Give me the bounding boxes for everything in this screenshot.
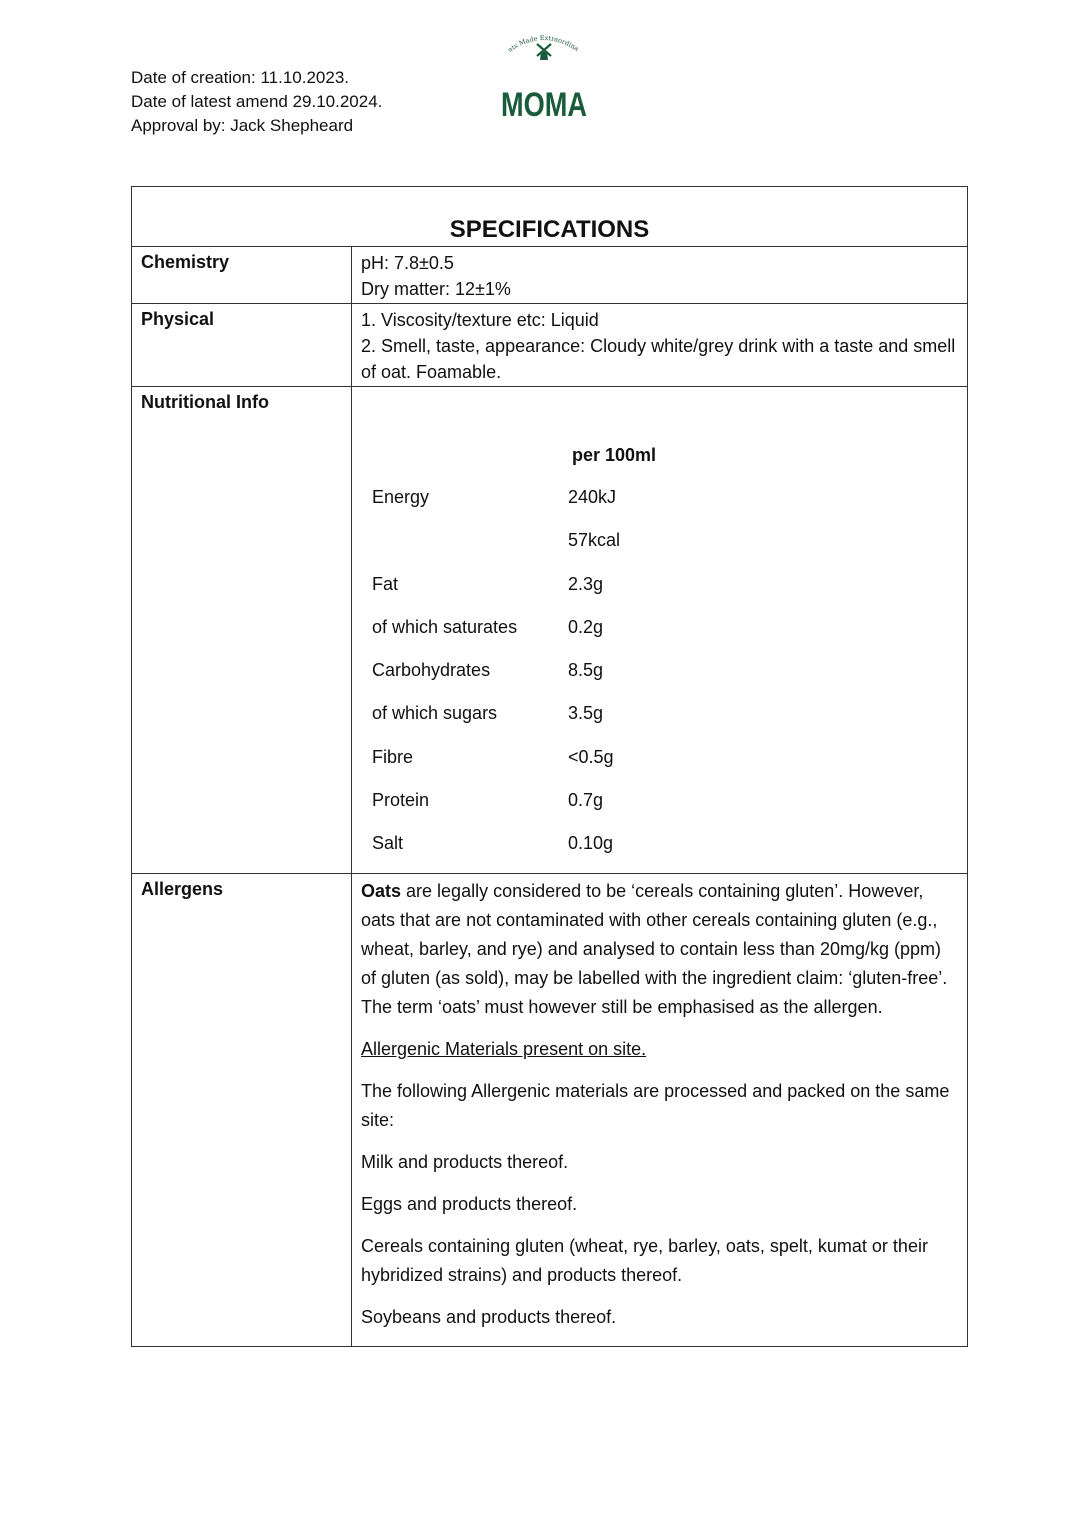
allergens-label: Allergens — [132, 874, 352, 1347]
nutrition-row-protein — [372, 790, 768, 833]
allergen-item-eggs: Eggs and products thereof. — [361, 1194, 578, 1214]
nutrition-column-header: per 100ml — [572, 445, 657, 465]
chemistry-label: Chemistry — [132, 247, 352, 304]
nutrient-label: of which sugars — [372, 703, 498, 724]
nutrient-label: Protein — [372, 790, 430, 811]
allergen-item-cereals: Cereals containing gluten (wheat, rye, barley, oats, spelt, kumat or their hybridized strains) and products thereof. — [361, 1236, 928, 1285]
nutrient-value: <0.5g — [568, 746, 614, 767]
nutrient-value: 3.5g — [568, 703, 604, 724]
date-of-creation: Date of creation: 11.10.2023. — [131, 68, 350, 87]
nutrient-value: 0.10g — [568, 833, 614, 854]
nutrition-row-saturates — [372, 617, 768, 660]
nutrition-row-salt — [372, 833, 768, 876]
oats-statement — [361, 877, 958, 1022]
nutrition-rows — [372, 487, 768, 877]
nutrient-value: 8.5g — [568, 660, 604, 681]
allergens-row — [132, 874, 968, 1347]
document-meta — [131, 66, 382, 138]
chemistry-row — [132, 247, 968, 304]
nutrition-row-energy-kcal — [372, 530, 768, 573]
site-allergens-intro: The following Allergenic materials are processed and packed on the same site: — [361, 1081, 950, 1130]
nutrient-label: Fibre — [372, 746, 414, 767]
moma-logo-graphic — [496, 30, 592, 122]
nutrition-row-fibre — [372, 747, 768, 790]
nutrient-label: Salt — [372, 833, 404, 854]
date-of-amend: Date of latest amend 29.10.2024. — [131, 92, 383, 111]
physical-viscosity: 1. Viscosity/texture etc: Liquid — [361, 310, 599, 330]
nutrition-label: Nutritional Info — [132, 387, 352, 874]
physical-value — [352, 304, 968, 387]
windmill-icon — [537, 44, 551, 60]
moma-logo — [496, 30, 592, 122]
nutrient-value: 240kJ — [568, 487, 617, 507]
nutrient-value: 0.7g — [568, 790, 604, 811]
table-title: SPECIFICATIONS — [132, 187, 968, 247]
oats-text: are legally considered to be ‘cereals containing gluten’. However, oats that are not contaminated with other cereals containing gluten (e.g., wheat, barley, and rye) and analysed to contain less than 20mg/kg (ppm) of gluten (as sold), may be labelled with the ingredient claim: ‘gluten-free’. The term ‘oats’ must however still be emphasised as the allergen. — [361, 881, 948, 1017]
nutrition-row-carbohydrates — [372, 660, 768, 703]
nutrient-label: Carbohydrates — [372, 660, 491, 681]
specifications-table — [131, 186, 968, 1347]
nutrient-label: Fat — [372, 573, 399, 594]
nutrient-value: 57kcal — [568, 530, 621, 551]
oats-word: Oats — [361, 881, 402, 901]
nutrient-value: 0.2g — [568, 616, 604, 637]
allergens-value — [352, 874, 968, 1347]
nutrition-row-energy-kj — [372, 487, 768, 530]
svg-text:Oats Made Extraordinary — [496, 30, 580, 54]
allergen-item-milk: Milk and products thereof. — [361, 1152, 569, 1172]
nutrition-panel — [352, 387, 968, 874]
physical-appearance: 2. Smell, taste, appearance: Cloudy white/grey drink with a taste and smell of oat. Foamable. — [361, 336, 956, 382]
nutrient-value: 2.3g — [568, 573, 604, 594]
site-allergens-heading: Allergenic Materials present on site. — [361, 1039, 647, 1059]
nutrition-row-fat — [372, 574, 768, 617]
logo-tagline: ats Made Extraordina — [506, 33, 581, 54]
physical-row — [132, 304, 968, 387]
nutrient-label: Energy — [372, 487, 430, 507]
chemistry-ph: pH: 7.8±0.5 — [361, 253, 454, 273]
physical-label: Physical — [132, 304, 352, 387]
chemistry-value — [352, 247, 968, 304]
approval: Approval by: Jack Shepheard — [131, 116, 354, 135]
chemistry-dry-matter: Dry matter: 12±1% — [361, 279, 511, 299]
allergen-item-soybeans: Soybeans and products thereof. — [361, 1307, 617, 1327]
logo-wordmark: MOMA — [501, 86, 587, 122]
nutrition-row-sugars — [372, 703, 768, 746]
nutrient-label: of which saturates — [372, 616, 518, 637]
nutrition-row — [132, 387, 968, 874]
